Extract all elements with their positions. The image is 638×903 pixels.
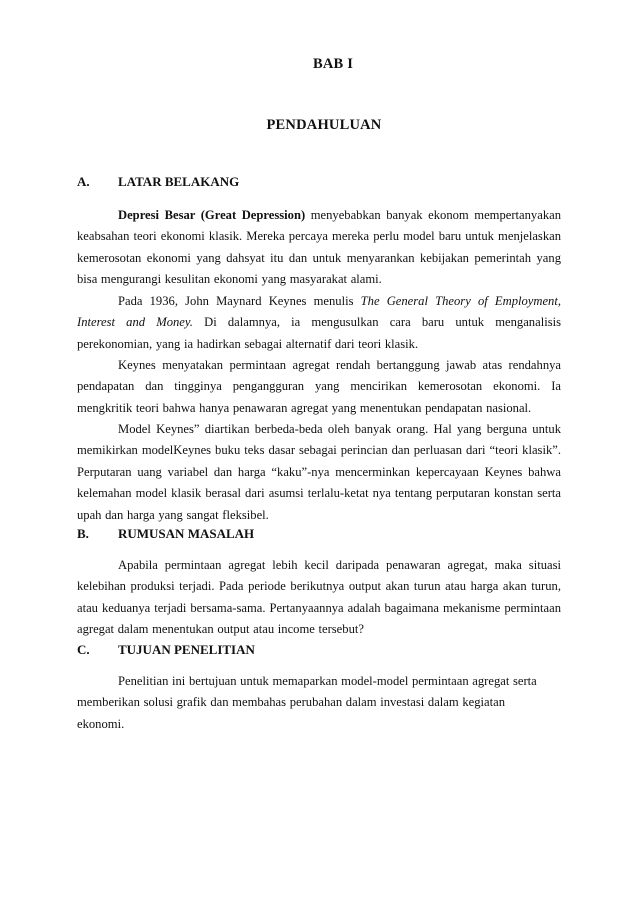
section-letter: B. [77, 526, 89, 541]
chapter-title: PENDAHULUAN [266, 117, 382, 133]
section-title: TUJUAN PENELITIAN [118, 642, 255, 657]
paragraph-c1: Penelitian ini bertujuan untuk memaparkan model-model permintaan agregat serta memberikan solusi grafik dan membahas perubahan dalam investasi dalam kegiatan ekonomi. [77, 674, 537, 731]
book-title: The General Theory of Employment, Interest and Money. [77, 294, 562, 330]
paragraph-a4: Model Keynes” diartikan berbeda-beda oleh banyak orang. Hal yang berguna untuk memikirkan modelKeynes buku teks dasar sebagai perincian dan perluasan dari “teori klasik”. Perputaran uang variabel dan harga “kaku”-nya mencerminkan kepercayaan Keynes bahwa kelemahan model klasik berasal dari asumsi terlalu-ketat nya tentang perputaran konstan serta upah dan harga yang sangat fleksibel. [77, 422, 561, 522]
paragraph-a1: Depresi Besar (Great Depression) menyebabkan banyak ekonom mempertanyakan keabsahan teori ekonomi klasik. Mereka percaya mereka perlu model baru untuk menjelaskan kemerosotan ekonomi yang dahsyat itu dan untuk menyarankan kebijakan pemerintah yang bisa mengurangi kesulitan ekonomi yang masyarakat alami. [77, 208, 562, 287]
paragraph-b1: Apabila permintaan agregat lebih kecil daripada penawaran agregat, maka situasi kelebihan produksi terjadi. Pada periode berikutnya output akan turun atau harga akan turun, atau keduanya terjadi bersama-sama. Pertanyaannya adalah bagaimana mekanisme permintaan agregat dalam menentukan output atau income tersebut? [77, 558, 561, 637]
section-heading-a [77, 174, 239, 190]
section-title: LATAR BELAKANG [118, 174, 240, 189]
section-letter: C. [77, 642, 90, 657]
bold-lead: Depresi Besar (Great Depression) [118, 208, 306, 222]
section-heading-c [77, 642, 255, 658]
paragraph-a2: Pada 1936, John Maynard Keynes menulis The General Theory of Employment, Interest and Money. Di dalamnya, ia mengusulkan cara baru untuk menganalisis perekonomian, yang ia hadirkan sebagai alternatif dari teori klasik. [77, 294, 562, 351]
section-letter: A. [77, 174, 90, 189]
section-title: RUMUSAN MASALAH [118, 526, 255, 541]
paragraph-a3: Keynes menyatakan permintaan agregat rendah bertanggung jawab atas rendahnya pendapatan dan tingginya pengangguran yang mencirikan kemerosotan ekonomi. Ia mengkritik teori bahwa hanya penawaran agregat yang menentukan pendapatan nasional. [77, 358, 561, 415]
section-heading-b [77, 526, 254, 542]
chapter-number: BAB I [312, 56, 354, 72]
